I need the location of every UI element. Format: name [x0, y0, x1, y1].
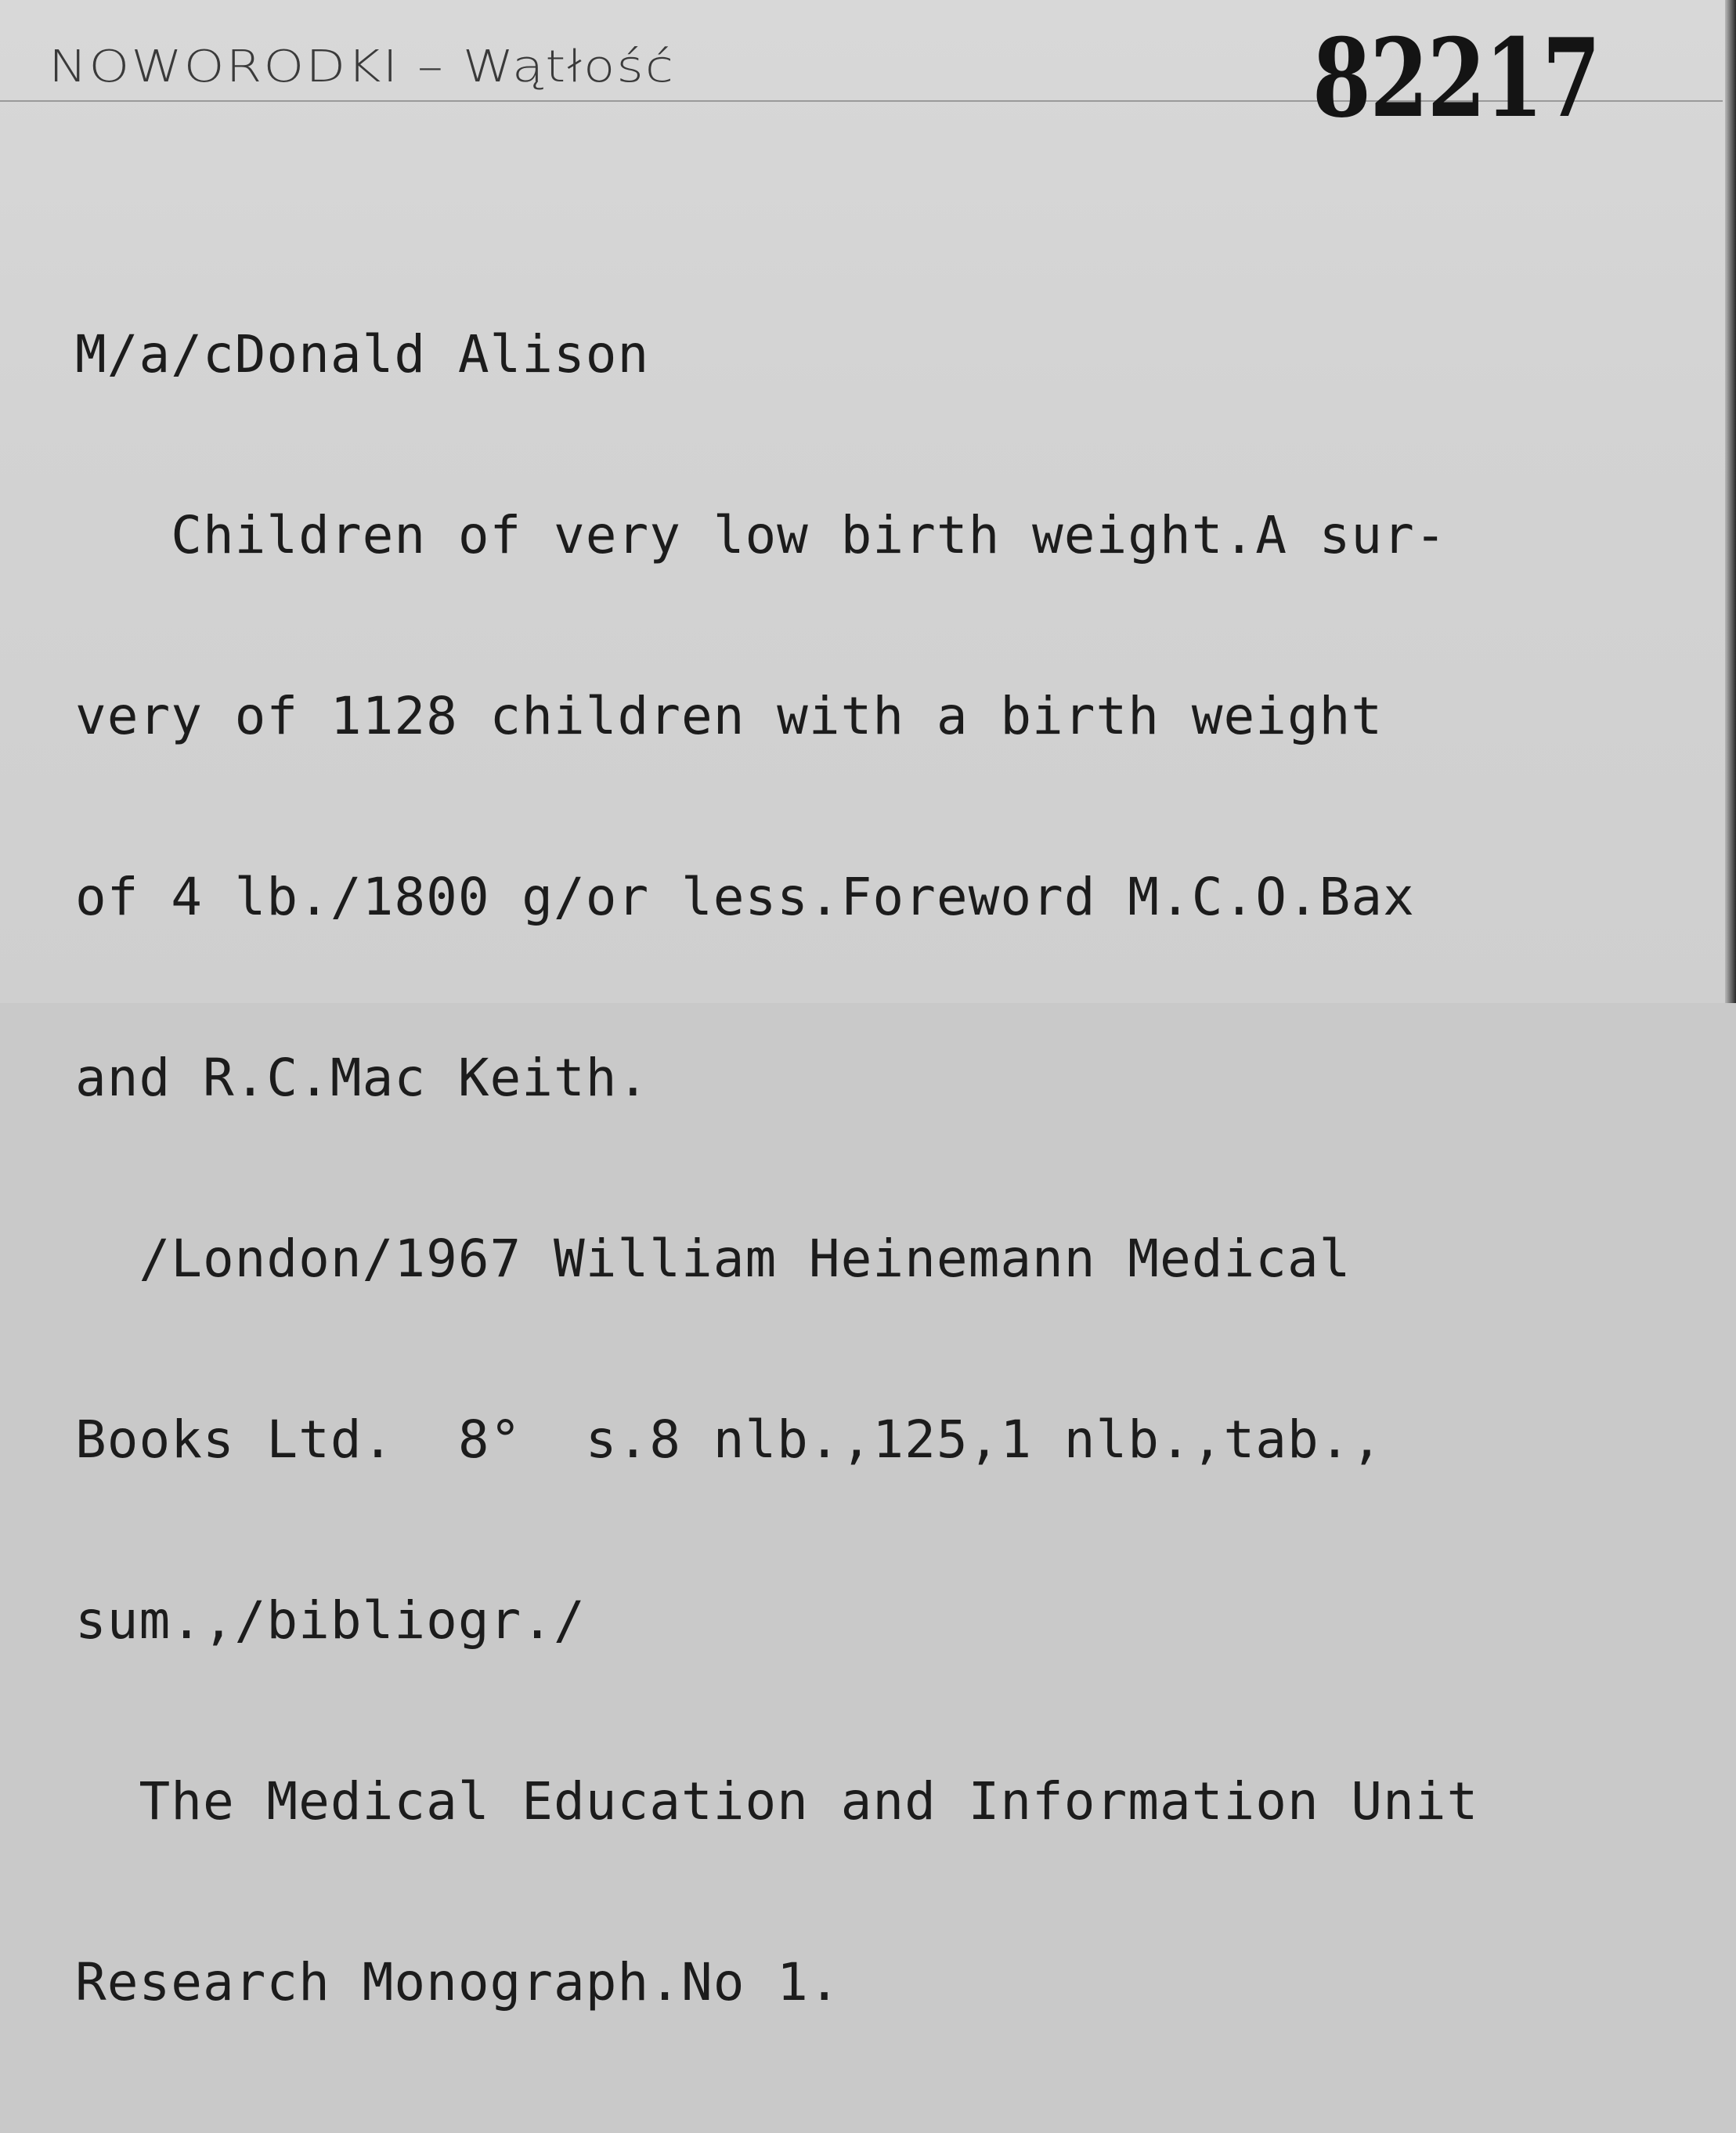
title-line: very of 1128 children with a birth weight — [75, 686, 1384, 746]
title-line: and R.C.Mac Keith. — [75, 1048, 650, 1108]
subject-heading: NOWORODKI – Wątłość — [49, 41, 676, 92]
imprint-line: /London/1967 William Heinemann Medical — [75, 1229, 1352, 1289]
card-edge — [1725, 0, 1736, 1003]
title-line: of 4 lb./1800 g/or less.Foreword M.C.O.Bax — [75, 867, 1415, 927]
series-line: The Medical Education and Information Unit — [75, 1771, 1479, 1832]
imprint-line: Books Ltd. 8° s.8 nlb.,125,1 nlb.,tab., — [75, 1409, 1384, 1470]
author-line: M/a/cDonald Alison — [75, 324, 650, 384]
series-line: Research Monograph.No 1. — [75, 1952, 841, 2012]
title-line: Children of very low birth weight.A sur- — [75, 505, 1447, 565]
imprint-line: sum.,/bibliogr./ — [75, 1590, 586, 1651]
bibliographic-entry — [75, 204, 1478, 2133]
call-number: 82217 — [1312, 14, 1600, 142]
